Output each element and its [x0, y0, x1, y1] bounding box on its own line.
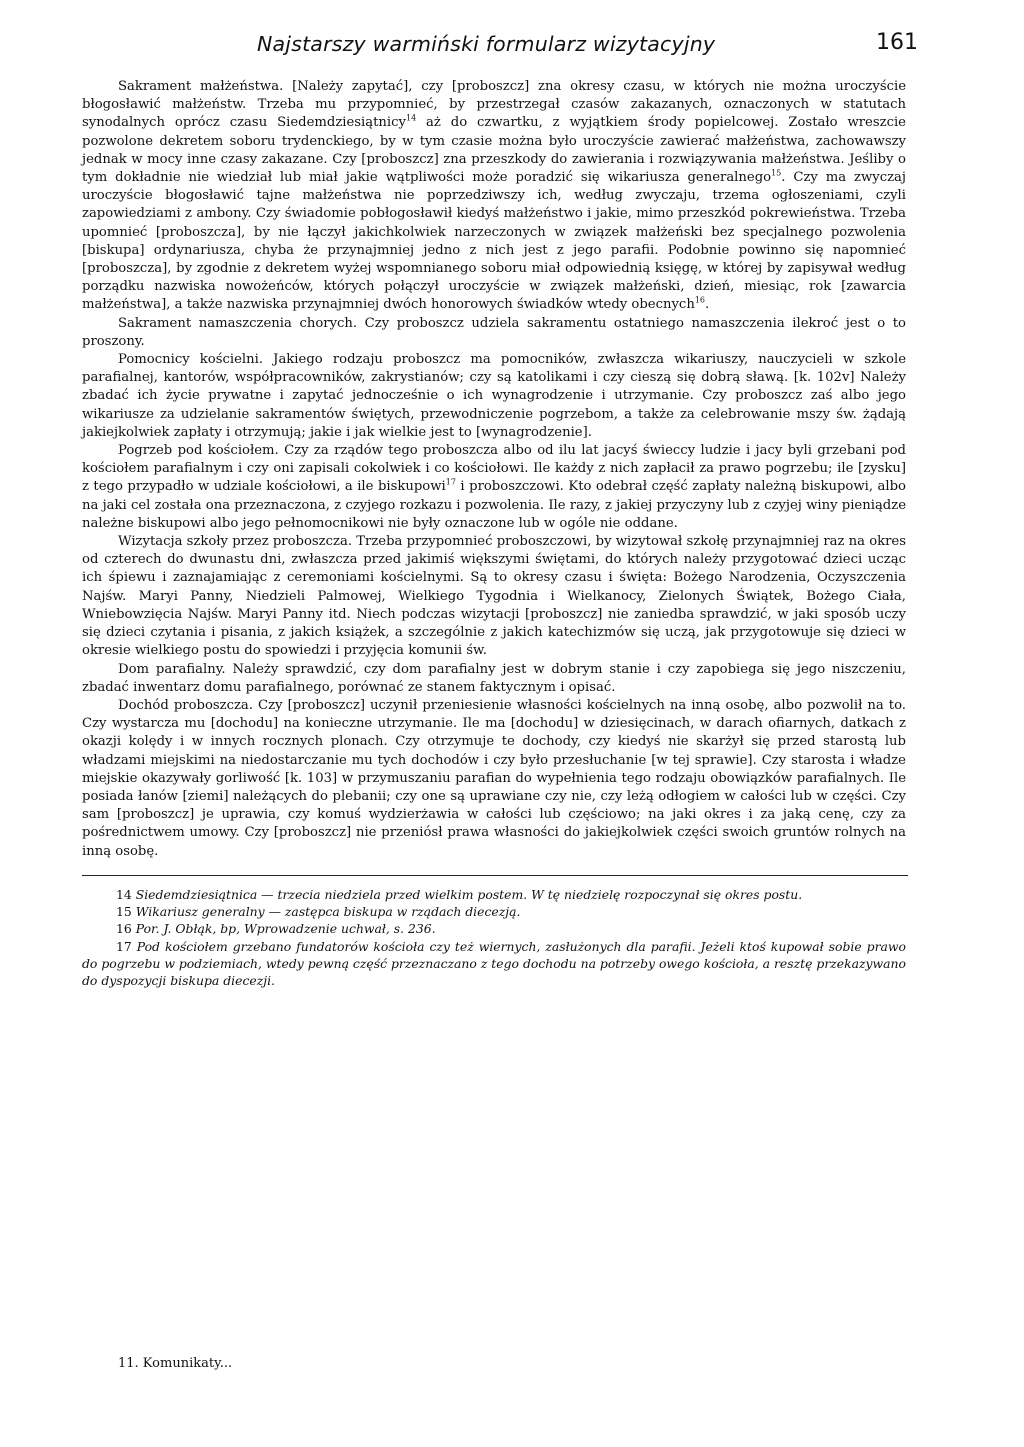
- paragraph-text: . Czy ma zwyczaj uroczyście błogosławić tajne małżeństwa nie poprzedziwszy ich, według zwyczaju, trzema ogłoszeniami, czyli zapowiedziami z ambony. Czy świadomie pobłogosławił kiedyś małżeństwo i jakie, mimo przeszkód pokrewieństwa. Trzeba upomnieć [proboszcza], by nie łączył jakichkolwiek narzeczonych w związek małżeński bez specjalnego pozwolenia [biskupa] ordynariusza, chyba że przynajmniej jedno z nich jest z jego parafii. Podobnie powinno się napomnieć [proboszcza], by zgodnie z dekretem wyżej wspomnianego soboru miał odpowiednią księgę, w której by zapisywał według porządku nazwiska nowożeńców, których połączył uroczyście w związek małżeński, dzień, miesiąc, rok [zawarcia małżeństwa], a także nazwiska przynajmniej dwóch honorowych świadków wtedy obecnych: [82, 170, 906, 313]
- footnote-text: Pod kościołem grzebano fundatorów kościoła czy też wiernych, zasłużonych dla parafii. Jeżeli ktoś kupował sobie prawo do pogrzebu w podziemiach, wtedy pewną część przeznaczano z tego dochodu na potrzeby owego kościoła, a resztę przekazywano do dyspozycji biskupa diecezji.: [82, 938, 906, 989]
- paragraph-parish-income: Dochód proboszcza. Czy [proboszcz] uczynił przeniesienie własności kościelnych na inną osobę, albo pozwolił na to. Czy wystarcza mu [dochodu] na konieczne utrzymanie. Ile ma [dochodu] w dziesięcinach, w darach ofiarnych, datkach z okazji kolędy i w innych rocznych plonach. Czy otrzymuje te dochody, czy kiedyś nie skarżył się przed starostą lub władzami miejskimi na niedostarczanie mu tych dochodów i czy było przesłuchanie [w tej sprawie]. Czy starosta i władze miejskie okazywały gorliwość [k. 103] w przymuszaniu parafian do wypełnienia tego rodzaju obowiązków parafialnych. Ile posiada łanów [ziemi] należących do plebanii; czy one są uprawiane czy nie, czy leżą odłogiem w całości lub w części. Czy sam [proboszcz] je uprawia, czy komuś wydzierżawia w całości lub częściowo; na jaki okres i za jaką cenę, czy za pośrednictwem umowy. Czy [proboszcz] nie przeniósł prawa własności do jakiejkolwiek części swoich gruntów rolnych na inną osobę.: [82, 697, 906, 859]
- paragraph-text: i proboszczowi. Kto odebrał część zapłaty należną biskupowi, albo na jaki cel została ona przeznaczona, z czyjego rozkazu i pozwolenia. Ile razy, z jakiej przyczyny lub z czyjej winy pieniądze należne biskupowi albo jego pełnomocnikowi nie były oznaczone lub w ogóle nie oddane.: [82, 479, 906, 531]
- footnotes: [82, 886, 906, 990]
- footnote-15: [82, 903, 906, 920]
- paragraph-text: aż do czwartku, z wyjątkiem środy popielcowej. Zostało wreszcie pozwolone dekretem soboru trydenckiego, by w tym czasie można było uroczyście zawierać małżeństwa, zachowawszy jednak w mocy inne czasy zakazane. Czy [proboszcz] zna przeszkody do zawierania i rozwiązywania małżeństwa. Jeśliby o tym dokładnie nie wiedział lub miał jakie wątpliwości może poradzić się wikariusza generalnego: [82, 115, 906, 186]
- page-number: 161: [876, 30, 918, 55]
- paragraph-school-visit: Wizytacja szkoły przez proboszcza. Trzeba przypomnieć proboszczowi, by wizytował szkołę przynajmniej raz na okres od czterech do dwunastu dni, zwłaszcza przed jakimiś większymi świętami, do których należy przygotować dzieci ucząc ich śpiewu i zaznajamiając z ceremoniami kościelnymi. Są to okresy czasu i święta: Bożego Narodzenia, Oczyszczenia Najśw. Maryi Panny, Niedzieli Palmowej, Wielkiego Tygodnia i Wielkanocy, Zielonych Świątek, Bożego Ciała, Wniebowzięcia Najśw. Maryi Panny itd. Niech podczas wizytacji [proboszcz] nie zaniedba sprawdzić, w jaki sposób uczy się dzieci czytania i pisania, z jakich książek, a szczególnie z jakich katechizmów się uczą, jak przygotowuje się dzieci w okresie wielkiego postu do spowiedzi i przyjęcia komunii św.: [82, 534, 906, 659]
- footnote-17: [82, 938, 906, 990]
- running-title: Najstarszy warmiński formularz wizytacyjny: [257, 32, 716, 56]
- footnote-ref: 15: [771, 168, 782, 178]
- sheet-signature: 11. Komunikaty...: [118, 1356, 233, 1371]
- footnote-ref: 16: [694, 296, 706, 306]
- footnote-number: 15: [116, 904, 132, 920]
- paragraph-text: .: [705, 297, 710, 313]
- footnote-text: Siedemdziesiątnica — trzecia niedziela przed wielkim postem. W tę niedzielę rozpoczynał się okres postu.: [135, 886, 803, 902]
- footnote-text: Por. J. Obłąk, bp, Wprowadzenie uchwał, s. 236.: [135, 921, 436, 937]
- paragraph-church-helpers: Pomocnicy kościelni. Jakiego rodzaju proboszcz ma pomocników, zwłaszcza wikariuszy, nauczycieli w szkole parafialnej, kantorów, współpracowników, zakrystianów; czy są katolikami i czy cieszą się dobrą sławą. [k. 102v] Należy zbadać ich życie prywatne i zapytać jednocześnie o ich wynagrodzenie i utrzymanie. Czy proboszcz zaś albo jego wikariusze za udzielanie sakramentów świętych, przewodniczenie pogrzebom, a także za celebrowanie mszy św. żądają jakiejkolwiek zapłaty i otrzymują; jakie i jak wielkie jest to [wynagrodzenie].: [82, 352, 906, 440]
- footnote-number: 14: [116, 886, 132, 902]
- paragraph-text: Sakrament małżeństwa. [Należy zapytać], czy [proboszcz] zna okresy czasu, w których nie można uroczyście błogosławić małżeństw. Trzeba mu przypomnieć, by przestrzegał czasów zakazanych, oznaczonych w statutach synodalnych oprócz czasu Siedemdziesiątnicy: [82, 79, 906, 131]
- footnote-16: [82, 920, 906, 937]
- footnote-ref: 17: [445, 478, 456, 488]
- footnote-number: 16: [116, 921, 132, 937]
- paragraph-parish-house: Dom parafialny. Należy sprawdzić, czy dom parafialny jest w dobrym stanie i czy zapobiega się jego niszczeniu, zbadać inwentarz domu parafialnego, porównać ze stanem faktycznym i opisać.: [82, 661, 906, 695]
- footnote-divider: [82, 875, 908, 876]
- paragraph-text: Pogrzeb pod kościołem. Czy za rządów tego proboszcza albo od ilu lat jacyś świeccy ludzie i jacy byli grzebani pod kościołem parafialnym i czy oni zapisali cokolwiek i co kościołowi. Ile każdy z nich zapłacił za prawo pogrzebu; ile [zysku] z tego przypadło w udziale kościołowi, a ile biskupowi: [82, 443, 906, 495]
- footnote-number: 17: [116, 938, 132, 954]
- main-text: [82, 78, 906, 861]
- page-header: [82, 28, 918, 72]
- footnote-14: [82, 886, 906, 903]
- paragraph-burial: [82, 442, 906, 533]
- paragraph-anointing: Sakrament namaszczenia chorych. Czy proboszcz udziela sakramentu ostatniego namaszczenia ilekroć jest o to proszony.: [82, 315, 906, 349]
- paragraph-marriage: [82, 78, 906, 315]
- footnote-text: Wikariusz generalny — zastępca biskupa w rządach diecezją.: [135, 904, 521, 920]
- footnote-ref: 14: [405, 114, 417, 124]
